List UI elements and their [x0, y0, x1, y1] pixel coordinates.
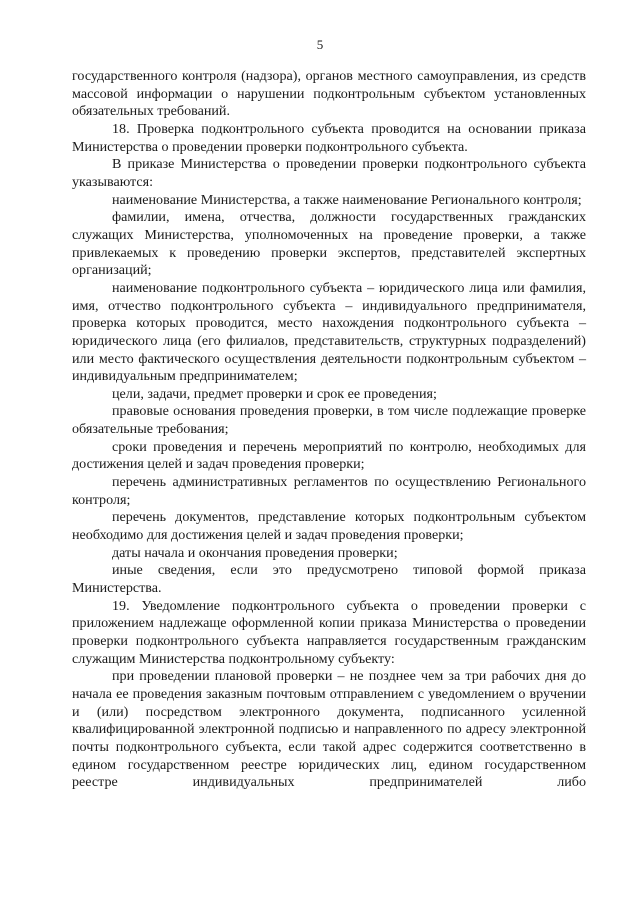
paragraph-order-contents-intro: В приказе Министерства о проведении проверки подконтрольного субъекта указываются: [72, 156, 586, 190]
list-item-ministry-name: наименование Министерства, а также наименование Регионального контроля; [112, 191, 582, 208]
paragraph-item-18: 18. Проверка подконтрольного субъекта проводится на основании приказа Министерства о проведении проверки подконтрольного субъекта. [72, 120, 586, 155]
list-item-regulations: перечень административных регламентов по осуществлению Регионального контроля; [72, 474, 586, 508]
list-item-dates: даты начала и окончания проведения проверки; [112, 544, 398, 561]
list-item-terms: сроки проведения и перечень мероприятий по контролю, необходимых для достижения целей и задач проведения проверки; [72, 438, 586, 473]
list-item-goals: цели, задачи, предмет проверки и срок ее проведения; [112, 385, 437, 402]
list-item-documents: перечень документов, представление которых подконтрольным субъектом необходимо для достижения целей и задач проведения проверки; [72, 509, 586, 544]
list-item-officials: фамилии, имена, отчества, должности государственных гражданских служащих Министерства, уполномоченных на проведение проверки, а также привлекаемых к проведению проверки экспертов, представителей экспертных организаций; [72, 209, 586, 279]
paragraph-continuation: государственного контроля (надзора), органов местного самоуправления, из средств массовой информации о нарушении подконтрольным субъектом установленных обязательных требований. [72, 68, 586, 120]
paragraph-planned-check: при проведении плановой проверки – не позднее чем за три рабочих дня до начала ее проведения заказным почтовым отправлением с уведомлением о вручении и (или) посредством электронного документа, подписанного усиленной квалифицированной электронной подписью и направленного по адресу электронной почты подконтрольного субъекта, если такой адрес содержится соответственно в едином государственном реестре юридических лиц, едином государственном реестре индивидуальных предпринимателей либо [72, 668, 586, 791]
document-body [72, 68, 586, 792]
list-item-other: иные сведения, если это предусмотрено типовой формой приказа Министерства. [72, 562, 586, 597]
list-item-subject-name: наименование подконтрольного субъекта – юридического лица или фамилия, имя, отчество подконтрольного субъекта – индивидуального предпринимателя, проверка которых проводится, место нахождения подконтрольного субъекта – юридического лица (его филиалов, представительств, структурных подразделений) или место фактического осуществления деятельности подконтрольным субъектом – индивидуальным предпринимателем; [72, 279, 586, 385]
page-number: 5 [316, 37, 324, 52]
paragraph-item-19: 19. Уведомление подконтрольного субъекта о проведении проверки с приложением надлежаще оформленной копии приказа Министерства о проведении проверки подконтрольного субъекта направляется государственным гражданским служащим Министерства подконтрольному субъекту: [72, 597, 586, 667]
list-item-legal-grounds: правовые основания проведения проверки, в том числе подлежащие проверке обязательные требования; [72, 403, 586, 438]
